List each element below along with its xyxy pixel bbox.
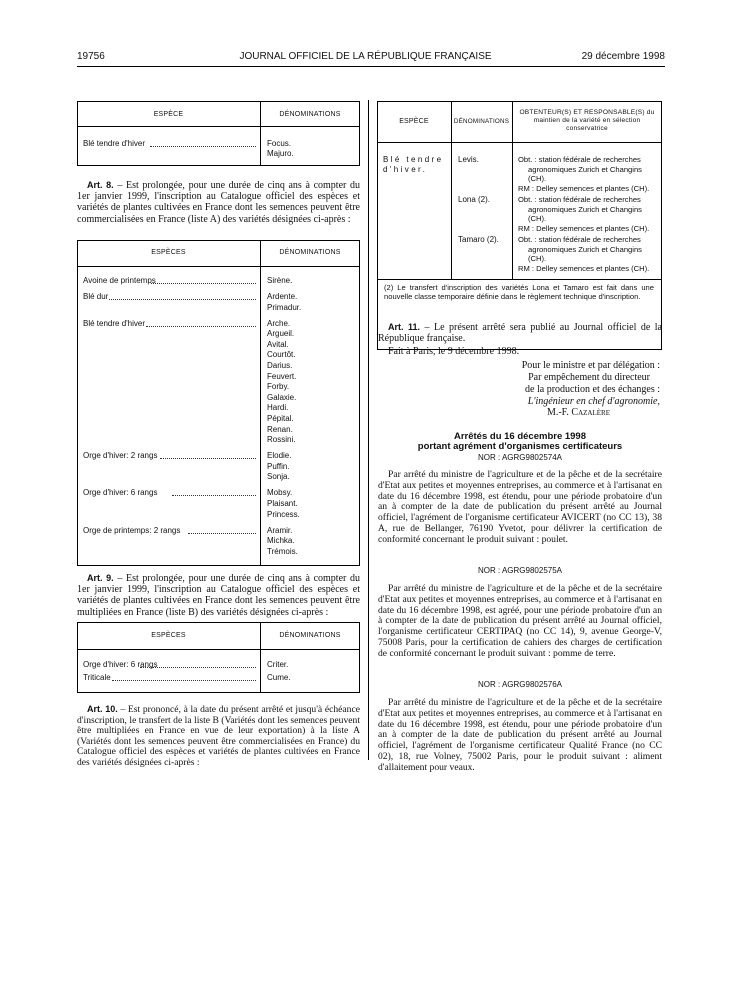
table1-col-denominations: DÉNOMINATIONS bbox=[279, 111, 341, 118]
denomination: Primadur. bbox=[267, 302, 302, 312]
signatory-name: M.-F. Cazalère bbox=[546, 407, 610, 418]
table4-obtenteur-line: agronomiques Zurich et Changins bbox=[528, 204, 642, 214]
denomination: Majuro. bbox=[267, 149, 294, 158]
denomination: Aramir. bbox=[267, 525, 293, 535]
denomination: Michka. bbox=[267, 536, 295, 546]
table1-espece: Blé tendre d'hiver bbox=[83, 139, 146, 148]
table4-obtenteur-line: Obt. : station fédérale de recherches bbox=[518, 235, 641, 244]
decree-paragraph-1: Par arrêté du ministre de l'agriculture et de la pêche et de la secrétaire d'Etat aux petites et moyennes entreprises, au commerce et à l'artisanat en date du 16 décembre 1998, est étendu, pour une période probatoire d'un an à compter de la date de publication du présent arrêté au Journal officiel, l'agrément de l'organisme certificateur AVICERT (no CC 13), 38 A, rue de Bellanger, 76190 Yvetot, pour délivrer la certification de conformité concernant le produit suivant : poulet. bbox=[378, 469, 662, 545]
table2-espece: Orge d'hiver: 2 rangs bbox=[83, 451, 158, 461]
table2-espece: Orge de printemps: 2 rangs bbox=[83, 525, 181, 535]
denomination: Darius. bbox=[267, 361, 293, 370]
table2-espece: Orge d'hiver: 6 rangs bbox=[83, 488, 158, 498]
table4-denomination: Lona (2). bbox=[458, 195, 491, 204]
denomination: Focus. bbox=[267, 139, 292, 148]
table3-espece: Orge d'hiver: 6 rangs bbox=[83, 660, 158, 669]
issue-date: 29 décembre 1998 bbox=[581, 51, 665, 62]
table4-obtenteur-line: (CH). bbox=[528, 214, 547, 224]
table3-col-especes: ESPÈCES bbox=[151, 632, 186, 639]
denomination: Criter. bbox=[267, 660, 289, 669]
denomination: Elodie. bbox=[267, 451, 292, 461]
section-title: Arrêtés du 16 décembre 1998 bbox=[453, 431, 587, 442]
article-9 bbox=[77, 573, 360, 618]
table2-espece: Blé tendre d'hiver bbox=[83, 318, 146, 328]
denomination: Pépital. bbox=[267, 414, 294, 423]
table4-obtenteur-line: Obt. : station fédérale de recherches bbox=[518, 195, 641, 204]
denomination: Feuvert. bbox=[267, 371, 297, 381]
place-date: Fait à Paris, le 9 décembre 1998. bbox=[388, 346, 520, 357]
section-subtitle: portant agrément d'organismes certificateurs bbox=[417, 441, 623, 452]
nor-reference: NOR : AGRG9802575A bbox=[477, 566, 563, 575]
article-label: Art. 9. bbox=[87, 573, 114, 583]
article-11 bbox=[378, 322, 662, 344]
denomination: Puffin. bbox=[267, 461, 290, 471]
signature-line-2: Par empêchement du directeur bbox=[528, 372, 650, 383]
article-text: – Est prononcé, à la date du présent arrêté et jusqu'à échéance d'inscription, le transfert de la liste B (Variétés dont les semences peuvent être multipliées en France en vue de leur exportation) à la liste A (Variétés dont les semences peuvent être commercialisées en France) du Catalogue officiel des espèces et variétés de plantes cultivées en France des variétés désignées ci-après : bbox=[77, 704, 360, 768]
decree-paragraph-3: Par arrêté du ministre de l'agriculture et de la pêche et de la secrétaire d'Etat aux petites et moyennes entreprises, au commerce et à l'artisanat en date du 16 décembre 1998, est étendu, pour une période probatoire d'un an à compter de la date de publication du présent arrêté au Journal officiel, l'agrément de l'organisme certificateur Qualité France (no CC 02), 18, rue Volney, 75002 Paris, pour le produit suivant : aliment d'allaitement pour veaux. bbox=[378, 697, 662, 773]
table3-espece: Triticale bbox=[83, 673, 111, 682]
header-rule bbox=[77, 66, 665, 67]
table1-col-espece: ESPÈCE bbox=[153, 111, 184, 118]
table4-denomination: Tamaro (2). bbox=[458, 235, 499, 244]
table2-col-denominations: DÉNOMINATIONS bbox=[279, 249, 341, 256]
denomination: Hardi. bbox=[267, 403, 289, 413]
denomination: Ardente. bbox=[267, 292, 298, 301]
decree-paragraph-2: Par arrêté du ministre de l'agriculture et de la pêche et de la secrétaire d'Etat aux petites et moyennes entreprises, au commerce et à l'artisanat en date du 16 décembre 1998, est agréé, pour une période probatoire d'un an à compter de la date de publication du présent arrêté au Journal officiel, l'organisme certificateur CERTIPAQ (no CC 14), 9, avenue George-V, 75008 Paris, pour la certification de cahiers des charges de certification de conformité concernant le produit suivant : pomme de terre. bbox=[378, 583, 662, 659]
article-label: Art. 10. bbox=[87, 704, 118, 714]
table4-obtenteur-line: agronomiques Zurich et Changins bbox=[528, 244, 642, 254]
article-text: – Est prolongée, pour une durée de cinq ans à compter du 1er janvier 1999, l'inscription au Catalogue officiel des espèces et variétés de plantes cultivées en France dont les semences peuvent être commercialisées en France (liste A) des variétés désignées ci-après : bbox=[77, 180, 361, 225]
table4-obtenteur-line: agronomiques Zurich et Changins bbox=[528, 164, 642, 174]
table4-footnote: (2) Le transfert d'inscription des variétés Lona et Tamaro est fait dans une nouvelle classe temporaire définie dans le règlement technique d'inscription. bbox=[384, 283, 654, 301]
denomination: Plaisant. bbox=[267, 499, 298, 508]
denomination: Forby. bbox=[267, 382, 290, 392]
signature-line-1: Pour le ministre et par délégation : bbox=[521, 360, 660, 371]
article-8 bbox=[77, 180, 360, 225]
denomination: Avital. bbox=[267, 339, 289, 349]
article-label: Art. 11. bbox=[388, 322, 421, 332]
table-especes-2 bbox=[77, 240, 360, 566]
denomination: Renan. bbox=[267, 424, 293, 434]
table4-espece: Blé tendre d'hiver. bbox=[383, 155, 444, 174]
denomination: Rossini. bbox=[267, 435, 296, 445]
table4-col-espece: ESPÈCE bbox=[399, 118, 429, 125]
table2-espece: Avoine de printemps bbox=[83, 276, 156, 285]
table4-col-obtenteurs: OBTENTEUR(S) ET RESPONSABLE(S) du maintien de la variété en sélection conservatrice bbox=[519, 109, 655, 132]
denomination: Princess. bbox=[267, 509, 300, 519]
nor-reference: NOR : AGRG9802576A bbox=[477, 680, 563, 689]
denomination: Argueil. bbox=[267, 329, 295, 339]
denomination: Trémois. bbox=[267, 546, 298, 556]
denomination: Sirène. bbox=[267, 276, 293, 285]
journal-title: JOURNAL OFFICIEL DE LA RÉPUBLIQUE FRANÇAISE bbox=[239, 51, 492, 62]
table4-denomination: Levis. bbox=[458, 155, 479, 164]
table4-obtenteur-line: (CH). bbox=[528, 174, 547, 184]
article-text: – Est prolongée, pour une durée de cinq ans à compter du 1er janvier 1999, l'inscription au Catalogue officiel des espèces et variétés de plantes cultivées en France dont les semences peuvent être multipliées en France (liste B) des variétés désignées ci-après : bbox=[77, 573, 361, 618]
denomination: Sonja. bbox=[267, 472, 290, 482]
table4-obtenteur-line: RM : Delley semences et plantes (CH). bbox=[518, 224, 650, 234]
table3-col-denominations: DÉNOMINATIONS bbox=[279, 632, 341, 639]
denomination: Cume. bbox=[267, 673, 291, 682]
denomination: Mobsy. bbox=[267, 488, 293, 498]
table4-obtenteur-line: RM : Delley semences et plantes (CH). bbox=[518, 184, 650, 194]
signature-line-4: L'ingénieur en chef d'agronomie, bbox=[527, 396, 660, 407]
denomination: Galaxie. bbox=[267, 392, 297, 402]
page-number: 19756 bbox=[77, 51, 105, 62]
column-divider bbox=[368, 100, 369, 760]
article-text: – Le présent arrêté sera publié au Journal officiel de la République française. bbox=[378, 322, 662, 345]
table4-col-denominations: DÉNOMINATIONS bbox=[453, 118, 510, 125]
nor-reference: NOR : AGRG9802574A bbox=[477, 453, 563, 462]
denomination: Courtôt. bbox=[267, 350, 296, 360]
table4-obtenteur-line: (CH). bbox=[528, 254, 547, 264]
article-label: Art. 8. bbox=[87, 180, 114, 190]
table4-obtenteur-line: RM : Delley semences et plantes (CH). bbox=[518, 264, 650, 274]
article-10 bbox=[77, 704, 360, 769]
denomination: Arche. bbox=[267, 318, 291, 328]
table4-obtenteur-line: Obt. : station fédérale de recherches bbox=[518, 155, 641, 164]
signature-line-3: de la production et des échanges : bbox=[525, 384, 660, 395]
table2-espece: Blé dur bbox=[83, 292, 109, 301]
table2-col-especes: ESPÈCES bbox=[151, 249, 186, 256]
